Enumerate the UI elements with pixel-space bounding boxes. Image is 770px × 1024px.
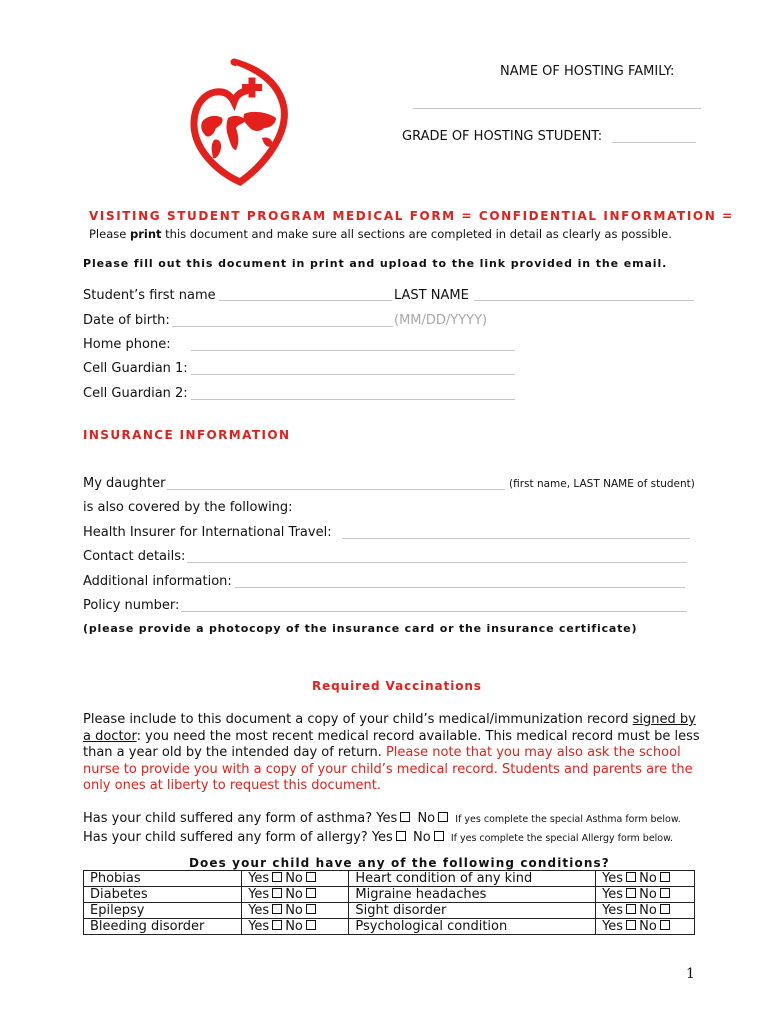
yes-no-cell: Yes No bbox=[242, 887, 349, 903]
cell-guardian-2-label: Cell Guardian 2: bbox=[83, 386, 188, 401]
yes-checkbox[interactable] bbox=[272, 872, 282, 882]
home-phone-field[interactable] bbox=[191, 350, 515, 351]
yes-checkbox[interactable] bbox=[626, 904, 636, 914]
table-row bbox=[84, 871, 695, 887]
table-row bbox=[84, 903, 695, 919]
no-checkbox[interactable] bbox=[306, 888, 316, 898]
upload-note: Please fill out this document in print and upload to the link provided in the email. bbox=[83, 257, 668, 270]
photocopy-note: (please provide a photocopy of the insurance card or the insurance certificate) bbox=[83, 622, 638, 635]
no-checkbox[interactable] bbox=[306, 872, 316, 882]
condition-name: Phobias bbox=[84, 871, 242, 887]
asthma-question-row: Has your child suffered any form of asthma? Yes No If yes complete the special Asthma form below. bbox=[83, 811, 681, 826]
yes-no-cell: Yes No bbox=[242, 903, 349, 919]
policy-number-label: Policy number: bbox=[83, 598, 180, 613]
yes-no-cell: Yes No bbox=[242, 871, 349, 887]
no-checkbox[interactable] bbox=[306, 920, 316, 930]
cell-guardian-1-label: Cell Guardian 1: bbox=[83, 361, 188, 376]
no-checkbox[interactable] bbox=[660, 920, 670, 930]
cell-guardian-1-field[interactable] bbox=[191, 374, 515, 375]
conditions-heading: Does your child have any of the following conditions? bbox=[189, 856, 610, 870]
daughter-name-field[interactable] bbox=[167, 489, 505, 490]
allergy-yes-checkbox[interactable] bbox=[396, 831, 406, 841]
school-nurse-note: Please note that you may also ask the school nurse to provide you with a copy of your child’s medical record. Students and parents are the only ones at liberty to request this document. bbox=[83, 745, 693, 793]
dob-field[interactable] bbox=[172, 326, 393, 327]
hosting-family-field[interactable] bbox=[413, 108, 701, 109]
asthma-yes-checkbox[interactable] bbox=[400, 812, 410, 822]
additional-info-label: Additional information: bbox=[83, 574, 232, 589]
home-phone-label: Home phone: bbox=[83, 337, 171, 352]
vaccinations-paragraph: Please include to this document a copy of your child’s medical/immunization record signed by a doctor: you need the most recent medical record available. This medical record must be less than a year old by the intended day of return. Please note that you may also ask the school nurse to provide you with a copy of your child’s medical record. Students and parents are the only ones at liberty to request this document. bbox=[83, 712, 700, 793]
condition-name: Bleeding disorder bbox=[84, 919, 242, 935]
allergy-hint: If yes complete the special Allergy form below. bbox=[450, 833, 674, 844]
heart-globe-cross-logo-icon bbox=[188, 58, 298, 190]
yes-checkbox[interactable] bbox=[626, 888, 636, 898]
dob-label: Date of birth: bbox=[83, 313, 170, 328]
condition-name: Psychological condition bbox=[349, 919, 596, 935]
condition-name: Heart condition of any kind bbox=[349, 871, 596, 887]
allergy-question-row: Has your child suffered any form of allergy? Yes No If yes complete the special Allergy form below. bbox=[83, 830, 674, 845]
yes-checkbox[interactable] bbox=[272, 904, 282, 914]
form-title: VISITING STUDENT PROGRAM MEDICAL FORM = CONFIDENTIAL INFORMATION = bbox=[89, 209, 734, 223]
table-row bbox=[84, 919, 695, 935]
yes-checkbox[interactable] bbox=[272, 888, 282, 898]
signed-by-doctor-text: signed by a doctor bbox=[83, 712, 696, 744]
yes-checkbox[interactable] bbox=[626, 920, 636, 930]
hosting-family-label: NAME OF HOSTING FAMILY: bbox=[500, 64, 675, 79]
print-emphasis: print bbox=[129, 227, 162, 241]
last-name-field[interactable] bbox=[474, 300, 694, 301]
table-row bbox=[84, 887, 695, 903]
form-subtitle: Please print this document and make sure all sections are completed in detail as clearly as possible. bbox=[89, 227, 672, 241]
additional-info-field[interactable] bbox=[235, 587, 685, 588]
yes-no-cell: Yes No bbox=[596, 903, 695, 919]
yes-no-cell: Yes No bbox=[596, 887, 695, 903]
covered-text: is also covered by the following: bbox=[83, 500, 293, 515]
conditions-table bbox=[83, 870, 695, 935]
no-checkbox[interactable] bbox=[660, 872, 670, 882]
asthma-hint: If yes complete the special Asthma form below. bbox=[455, 814, 681, 825]
contact-details-field[interactable] bbox=[187, 562, 687, 563]
insurance-heading: INSURANCE INFORMATION bbox=[83, 428, 291, 442]
yes-checkbox[interactable] bbox=[272, 920, 282, 930]
asthma-question: Has your child suffered any form of asthma? bbox=[83, 811, 373, 826]
insurer-field[interactable] bbox=[342, 538, 690, 539]
yes-checkbox[interactable] bbox=[626, 872, 636, 882]
condition-name: Sight disorder bbox=[349, 903, 596, 919]
first-name-field[interactable] bbox=[219, 300, 392, 301]
insurer-label: Health Insurer for International Travel: bbox=[83, 525, 332, 540]
page-number: 1 bbox=[686, 966, 695, 982]
condition-name: Diabetes bbox=[84, 887, 242, 903]
cell-guardian-2-field[interactable] bbox=[191, 399, 515, 400]
organization-logo bbox=[188, 58, 298, 190]
grade-label: GRADE OF HOSTING STUDENT: bbox=[402, 129, 603, 144]
grade-field[interactable] bbox=[612, 142, 696, 143]
condition-name: Migraine headaches bbox=[349, 887, 596, 903]
daughter-label: My daughter bbox=[83, 476, 166, 491]
allergy-no-checkbox[interactable] bbox=[434, 831, 444, 841]
condition-name: Epilepsy bbox=[84, 903, 242, 919]
daughter-hint: (first name, LAST NAME of student) bbox=[509, 478, 695, 490]
policy-number-field[interactable] bbox=[181, 611, 687, 612]
first-name-label: Student’s first name bbox=[83, 288, 216, 303]
contact-details-label: Contact details: bbox=[83, 549, 186, 564]
yes-no-cell: Yes No bbox=[596, 919, 695, 935]
no-checkbox[interactable] bbox=[660, 888, 670, 898]
asthma-no-checkbox[interactable] bbox=[438, 812, 448, 822]
last-name-label: LAST NAME bbox=[394, 288, 469, 303]
allergy-question: Has your child suffered any form of allergy? bbox=[83, 830, 368, 845]
no-checkbox[interactable] bbox=[306, 904, 316, 914]
yes-no-cell: Yes No bbox=[596, 871, 695, 887]
no-checkbox[interactable] bbox=[660, 904, 670, 914]
dob-format-hint: (MM/DD/YYYY) bbox=[394, 313, 488, 328]
yes-no-cell: Yes No bbox=[242, 919, 349, 935]
vaccinations-heading: Required Vaccinations bbox=[312, 679, 482, 693]
